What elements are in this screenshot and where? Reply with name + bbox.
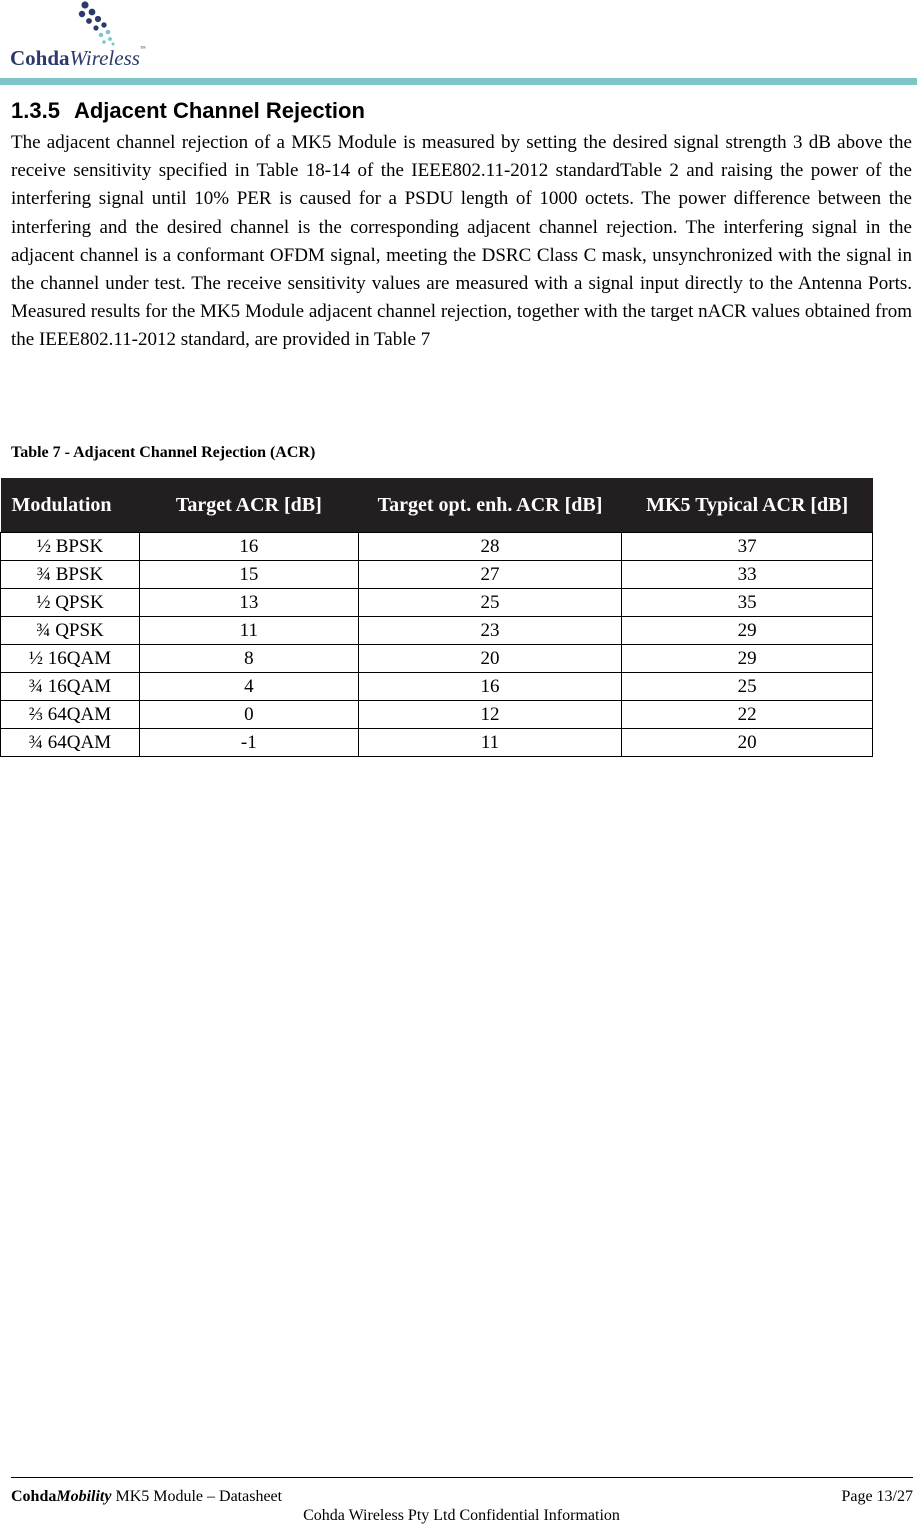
cell-modulation: ⅔ 64QAM — [1, 701, 140, 729]
cell-target-opt-enh-acr: 27 — [358, 561, 622, 589]
table-caption: Table 7 - Adjacent Channel Rejection (ACR) — [11, 444, 316, 461]
cell-target-acr: 11 — [139, 617, 358, 645]
cohda-wireless-logo — [10, 0, 180, 72]
footer-doc-title: CohdaMobility MK5 Module – Datasheet — [11, 1488, 283, 1505]
cell-modulation: ½ BPSK — [1, 533, 140, 561]
table-row — [1, 533, 873, 561]
cell-target-opt-enh-acr: 11 — [358, 729, 622, 757]
table-row — [1, 589, 873, 617]
col-header-modulation: Modulation — [1, 478, 140, 533]
header-rule — [0, 78, 917, 85]
cell-mk5-typical-acr: 29 — [622, 617, 873, 645]
cell-mk5-typical-acr: 35 — [622, 589, 873, 617]
cell-target-acr: 4 — [139, 673, 358, 701]
table-row — [1, 701, 873, 729]
cell-mk5-typical-acr: 25 — [622, 673, 873, 701]
logo-wordmark: CohdaWireless™ — [10, 46, 146, 70]
cell-mk5-typical-acr: 37 — [622, 533, 873, 561]
acr-table — [0, 478, 873, 757]
section-title: Adjacent Channel Rejection — [73, 98, 365, 123]
cell-target-opt-enh-acr: 12 — [358, 701, 622, 729]
col-header-target-opt-enh-acr: Target opt. enh. ACR [dB] — [358, 478, 622, 533]
section-number: 1.3.5 — [11, 98, 60, 123]
cell-target-opt-enh-acr: 28 — [358, 533, 622, 561]
cell-target-acr: -1 — [139, 729, 358, 757]
section-heading — [11, 98, 365, 124]
cell-target-acr: 8 — [139, 645, 358, 673]
cell-mk5-typical-acr: 22 — [622, 701, 873, 729]
footer-rule — [11, 1477, 913, 1478]
col-header-mk5-typical-acr: MK5 Typical ACR [dB] — [622, 478, 873, 533]
table-row — [1, 673, 873, 701]
table-header-row — [1, 478, 873, 533]
cell-target-opt-enh-acr: 16 — [358, 673, 622, 701]
section-body: The adjacent channel rejection of a MK5 Module is measured by setting the desired signal strength 3 dB above the receive sensitivity specified in Table 18-14 of the IEEE802.11-2012 standardTable 2 and raising the power of the interfering signal until 10% PER is caused for a PSDU length of 1000 octets. The power difference between the interfering and the desired channel is the corresponding adjacent channel rejection. The interfering signal in the adjacent channel is a conformant OFDM signal, meeting the DSRC Class C mask, unsynchronized with the signal in the channel under test. The receive sensitivity values are measured with a signal input directly to the Antenna Ports. Measured results for the MK5 Module adjacent channel rejection, together with the target nACR values obtained from the IEEE802.11-2012 standard, are provided in Table 7 — [11, 132, 912, 351]
cell-target-acr: 13 — [139, 589, 358, 617]
cell-mk5-typical-acr: 33 — [622, 561, 873, 589]
cell-target-opt-enh-acr: 25 — [358, 589, 622, 617]
table-row — [1, 617, 873, 645]
table-row — [1, 561, 873, 589]
table-row — [1, 729, 873, 757]
cell-mk5-typical-acr: 20 — [622, 729, 873, 757]
cell-target-opt-enh-acr: 20 — [358, 645, 622, 673]
cell-mk5-typical-acr: 29 — [622, 645, 873, 673]
cell-target-opt-enh-acr: 23 — [358, 617, 622, 645]
cell-modulation: ½ 16QAM — [1, 645, 140, 673]
col-header-target-acr: Target ACR [dB] — [139, 478, 358, 533]
cell-modulation: ¾ BPSK — [1, 561, 140, 589]
cell-modulation: ¾ 16QAM — [1, 673, 140, 701]
cell-target-acr: 15 — [139, 561, 358, 589]
cell-modulation: ½ QPSK — [1, 589, 140, 617]
cell-target-acr: 0 — [139, 701, 358, 729]
footer-page-number: Page 13/27 — [841, 1488, 913, 1505]
cell-modulation: ¾ 64QAM — [1, 729, 140, 757]
footer-confidential: Cohda Wireless Pty Ltd Confidential Information — [303, 1507, 620, 1524]
cell-target-acr: 16 — [139, 533, 358, 561]
cell-modulation: ¾ QPSK — [1, 617, 140, 645]
table-row — [1, 645, 873, 673]
logo-dots-icon — [72, 0, 128, 46]
